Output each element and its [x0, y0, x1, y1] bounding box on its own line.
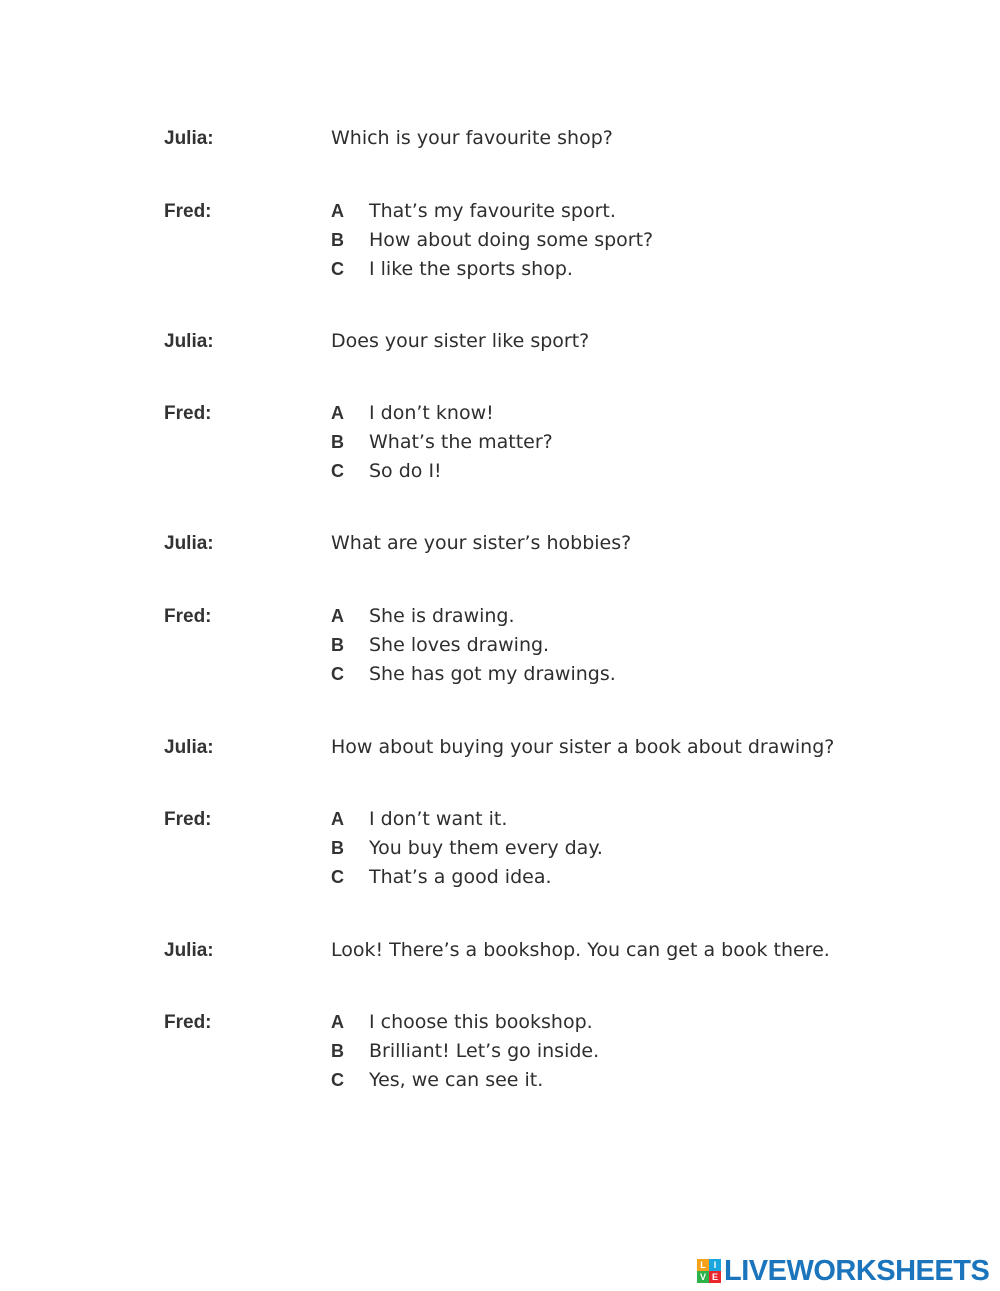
option-letter: C [331, 1070, 344, 1090]
option-letter: A [331, 809, 344, 829]
option-letter: C [331, 664, 344, 684]
option-letter: B [331, 838, 344, 858]
logo-mark-letter: L [697, 1259, 709, 1271]
julia-line: How about buying your sister a book about drawing? [331, 736, 835, 758]
answer-option-a[interactable] [331, 602, 616, 631]
option-text: I don’t know! [369, 402, 494, 424]
julia-line: Does your sister like sport? [331, 330, 590, 352]
option-text: How about doing some sport? [369, 229, 654, 251]
option-text: Yes, we can see it. [369, 1069, 544, 1091]
answer-option-b[interactable] [331, 1037, 599, 1066]
answer-options [331, 1008, 599, 1095]
option-letter: B [331, 230, 344, 250]
option-text: She has got my drawings. [369, 663, 616, 685]
option-letter: B [331, 635, 344, 655]
logo-mark-letter: E [709, 1271, 721, 1283]
logo-mark-letter: V [697, 1271, 709, 1283]
option-text: You buy them every day. [369, 837, 603, 859]
speaker-label: Fred: [164, 606, 212, 627]
option-text: She loves drawing. [369, 634, 550, 656]
option-text: Brilliant! Let’s go inside. [369, 1040, 600, 1062]
answer-option-a[interactable] [331, 197, 653, 226]
liveworksheets-logo [697, 1256, 989, 1286]
option-text: What’s the matter? [369, 431, 553, 453]
option-letter: A [331, 403, 344, 423]
option-letter: C [331, 461, 344, 481]
speaker-label: Julia: [164, 737, 214, 758]
julia-line: Look! There’s a bookshop. You can get a book there. [331, 939, 830, 961]
speaker-label: Julia: [164, 128, 214, 149]
logo-text: LIVEWORKSHEETS [724, 1254, 990, 1287]
option-letter: B [331, 432, 344, 452]
speaker-label: Julia: [164, 331, 214, 352]
speaker-label: Fred: [164, 403, 212, 424]
option-letter: C [331, 259, 344, 279]
answer-option-b[interactable] [331, 834, 603, 863]
answer-option-b[interactable] [331, 631, 616, 660]
option-text: I don’t want it. [369, 808, 508, 830]
logo-mark-letter: I [709, 1259, 721, 1271]
answer-option-c[interactable] [331, 255, 653, 284]
speaker-label: Julia: [164, 940, 214, 961]
option-letter: B [331, 1041, 344, 1061]
answer-option-a[interactable] [331, 1008, 599, 1037]
speaker-label: Fred: [164, 1012, 212, 1033]
answer-option-b[interactable] [331, 428, 553, 457]
answer-option-c[interactable] [331, 660, 616, 689]
option-text: That’s a good idea. [369, 866, 552, 888]
option-text: That’s my favourite sport. [369, 200, 616, 222]
answer-options [331, 602, 616, 689]
option-text: She is drawing. [369, 605, 515, 627]
option-text: I choose this bookshop. [369, 1011, 593, 1033]
option-letter: A [331, 606, 344, 626]
answer-option-a[interactable] [331, 805, 603, 834]
answer-option-c[interactable] [331, 863, 603, 892]
option-letter: A [331, 1012, 344, 1032]
answer-options [331, 805, 603, 892]
answer-options [331, 197, 653, 284]
logo-mark-icon [697, 1259, 721, 1283]
option-letter: C [331, 867, 344, 887]
answer-option-a[interactable] [331, 399, 553, 428]
speaker-label: Fred: [164, 809, 212, 830]
answer-option-b[interactable] [331, 226, 653, 255]
option-text: I like the sports shop. [369, 258, 573, 280]
speaker-label: Julia: [164, 533, 214, 554]
answer-option-c[interactable] [331, 1066, 599, 1095]
option-letter: A [331, 201, 344, 221]
answer-options [331, 399, 553, 486]
julia-line: Which is your favourite shop? [331, 127, 613, 149]
answer-option-c[interactable] [331, 457, 553, 486]
speaker-label: Fred: [164, 201, 212, 222]
julia-line: What are your sister’s hobbies? [331, 532, 632, 554]
option-text: So do I! [369, 460, 442, 482]
